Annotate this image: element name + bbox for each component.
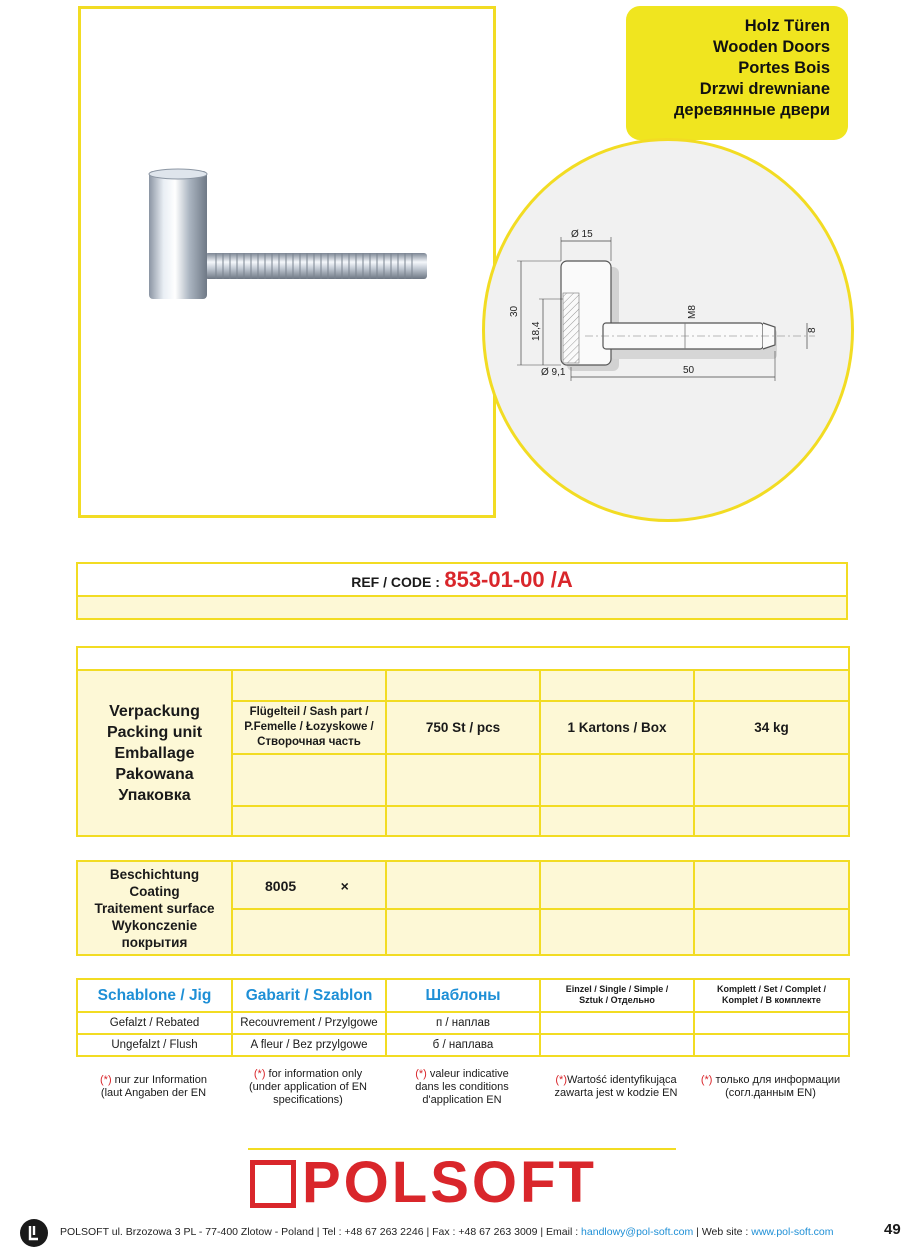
- product-photo-frame: [78, 6, 496, 518]
- note-line: valeur indicative: [426, 1068, 509, 1080]
- logo-text: POLSOFT: [302, 1150, 597, 1215]
- ref-code-table: [76, 562, 848, 620]
- packing-weight: 34 kg: [694, 701, 849, 754]
- part-line: Створочная часть: [257, 736, 361, 748]
- jig-cell: Ungefalzt / Flush: [77, 1034, 232, 1056]
- jig-set-header: [694, 979, 849, 1012]
- coating-code-cell: [232, 861, 386, 909]
- packing-cell: [386, 806, 540, 836]
- jig-cell: A fleur / Bez przylgowe: [232, 1034, 386, 1056]
- note-line: Wartość identyfikująca: [566, 1074, 677, 1086]
- coating-label-line: Coating: [129, 883, 180, 899]
- packing-cell: [232, 806, 386, 836]
- note-line: (laut Angaben der EN: [100, 1087, 207, 1099]
- note-star: (*): [415, 1068, 427, 1080]
- packing-label-line: Emballage: [114, 744, 195, 762]
- jig-cell: [540, 1012, 694, 1034]
- packing-cartons: 1 Kartons / Box: [540, 701, 694, 754]
- note-line: for information only: [265, 1068, 363, 1080]
- packing-cell: [540, 806, 694, 836]
- title-line: Portes Bois: [738, 59, 830, 77]
- footer-address: POLSOFT ul. Brzozowa 3 PL - 77-400 Zlotow - Poland | Tel : +48 67 263 2246 | Fax : +48 67 263 3009 | Email :: [60, 1226, 582, 1238]
- coating-cell: [232, 909, 386, 955]
- polsoft-logo: [248, 1150, 676, 1215]
- jig-header: Gabarit / Szablon: [232, 979, 386, 1012]
- coating-cell: [694, 861, 849, 909]
- dim-l50: 50: [683, 365, 695, 376]
- part-line: Flügelteil / Sash part /: [249, 706, 369, 718]
- note-de: [76, 1074, 231, 1100]
- jig-cell: п / наплав: [386, 1012, 540, 1034]
- coating-label-line: Traitement surface: [94, 900, 215, 916]
- packing-qty: 750 St / pcs: [386, 701, 540, 754]
- packing-cell: [540, 670, 694, 701]
- packing-cell: [232, 754, 386, 806]
- dim-d91: Ø 9,1: [541, 367, 566, 378]
- ref-code-cell: [77, 563, 847, 596]
- coating-label-line: Beschichtung: [109, 866, 200, 882]
- technical-drawing-circle: [482, 138, 854, 522]
- dim-h30: 30: [509, 305, 520, 317]
- coating-cell: [540, 909, 694, 955]
- note-star: (*): [100, 1074, 112, 1086]
- packing-cell: [694, 806, 849, 836]
- footer-text: [60, 1226, 834, 1238]
- packing-cell: [540, 754, 694, 806]
- packing-label-line: Упаковка: [118, 786, 191, 804]
- set-line: Komplet / В комплекте: [722, 995, 821, 1005]
- title-line: деревянные двери: [673, 101, 830, 119]
- coating-cell: [386, 909, 540, 955]
- note-star: (*): [700, 1074, 713, 1086]
- title-line: Drzwi drewniane: [699, 80, 830, 98]
- page-number: 49: [884, 1221, 901, 1238]
- jig-cell: Recouvrement / Przylgowe: [232, 1012, 386, 1034]
- coating-cell: [386, 861, 540, 909]
- coating-label-cell: [77, 861, 232, 955]
- note-line: zawarta jest w kodzie EN: [554, 1087, 678, 1099]
- set-line: Komplett / Set / Complet /: [716, 984, 826, 994]
- dim-d8: 8: [807, 327, 818, 333]
- packing-cell: [232, 670, 386, 701]
- note-line: dans les conditions: [415, 1081, 509, 1093]
- technical-drawing: [485, 141, 851, 519]
- back-arrow-icon[interactable]: [20, 1219, 48, 1247]
- single-line: Einzel / Single / Simple /: [565, 984, 669, 994]
- note-ru: [693, 1074, 848, 1100]
- note-fr: [385, 1068, 539, 1107]
- jig-single-header: [540, 979, 694, 1012]
- packing-label-line: Pakowana: [115, 765, 194, 783]
- footer-web-link[interactable]: www.pol-soft.com: [751, 1226, 834, 1238]
- note-line: (under application of EN: [248, 1081, 367, 1093]
- jig-cell: [540, 1034, 694, 1056]
- coating-cell: [540, 861, 694, 909]
- note-line: (согл.данным EN): [725, 1087, 816, 1099]
- footer-mid: | Web site :: [693, 1226, 752, 1238]
- single-line: Sztuk / Отдельно: [579, 995, 655, 1005]
- packing-header-blank: [77, 647, 849, 670]
- jig-table: [76, 978, 850, 1057]
- packing-table: [76, 646, 850, 837]
- hinge-photo: [81, 9, 493, 515]
- logo-square-icon: [250, 1160, 296, 1208]
- coating-mark: ×: [340, 878, 349, 894]
- note-star: (*): [253, 1068, 266, 1080]
- note-pl: [539, 1074, 693, 1100]
- door-type-title-box: [626, 6, 848, 140]
- coating-table: [76, 860, 850, 956]
- packing-cell: [386, 754, 540, 806]
- note-line: specifications): [273, 1094, 343, 1106]
- packing-cell: [386, 670, 540, 701]
- part-line: P.Femelle / Łozyskowe /: [244, 721, 374, 733]
- note-line: d'application EN: [422, 1094, 502, 1106]
- packing-label-line: Packing unit: [106, 723, 203, 741]
- coating-label-line: покрытия: [121, 934, 188, 950]
- footer-email-link[interactable]: handlowy@pol-soft.com: [581, 1226, 694, 1238]
- title-line: Wooden Doors: [712, 38, 830, 56]
- jig-cell: Gefalzt / Rebated: [77, 1012, 232, 1034]
- ref-code-value: 853-01-00 /A: [444, 566, 573, 592]
- note-line: nur zur Information: [111, 1074, 207, 1086]
- jig-cell: б / наплава: [386, 1034, 540, 1056]
- note-en: [231, 1068, 385, 1107]
- ref-blank-row: [77, 596, 847, 619]
- dim-h184: 18,4: [531, 321, 542, 341]
- jig-cell: [694, 1034, 849, 1056]
- coating-cell: [694, 909, 849, 955]
- title-line: Holz Türen: [744, 17, 830, 35]
- dim-d15: Ø 15: [571, 229, 593, 240]
- ref-code-label: REF / CODE :: [351, 573, 440, 590]
- packing-label-cell: [77, 670, 232, 836]
- coating-code: 8005: [265, 878, 297, 894]
- packing-label-line: Verpackung: [109, 702, 200, 720]
- note-line: только для информации: [712, 1074, 841, 1086]
- note-star: (*): [555, 1074, 567, 1086]
- packing-part-cell: [232, 701, 386, 754]
- jig-cell: [694, 1012, 849, 1034]
- packing-cell: [694, 670, 849, 701]
- coating-label-line: Wykonczenie: [111, 917, 198, 933]
- packing-cell: [694, 754, 849, 806]
- jig-header: Schablone / Jig: [77, 979, 232, 1012]
- dim-m8: M8: [687, 305, 698, 319]
- jig-header: Шаблоны: [386, 979, 540, 1012]
